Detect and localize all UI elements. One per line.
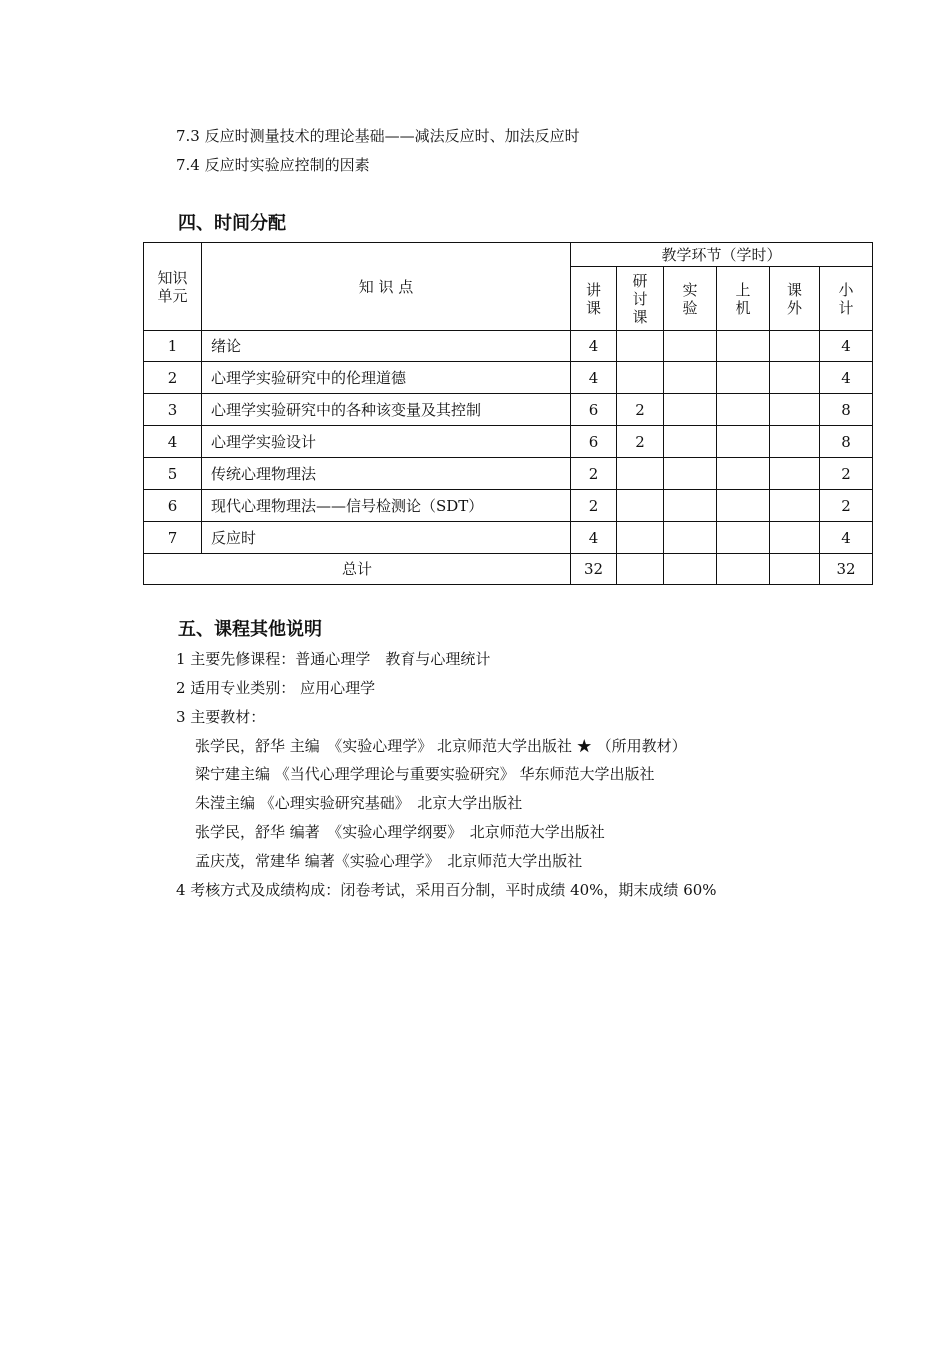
cell-lecture: 6 bbox=[571, 394, 617, 426]
cell-unit: 5 bbox=[144, 458, 202, 490]
cell-lab bbox=[664, 490, 717, 522]
cell-extra bbox=[770, 490, 820, 522]
cell-seminar bbox=[617, 522, 664, 554]
cell-unit: 1 bbox=[144, 331, 202, 362]
cell-lecture: 4 bbox=[571, 362, 617, 394]
cell-unit: 7 bbox=[144, 522, 202, 554]
cell-lecture: 2 bbox=[571, 490, 617, 522]
cell-computer bbox=[717, 362, 770, 394]
cell-unit: 2 bbox=[144, 362, 202, 394]
time-allocation-table bbox=[143, 242, 873, 585]
cell-point: 心理学实验设计 bbox=[202, 426, 571, 458]
applicable-majors: 2 适用专业类别： 应用心理学 bbox=[176, 679, 376, 697]
cell-lab bbox=[664, 458, 717, 490]
cell-subtotal: 4 bbox=[820, 362, 873, 394]
cell-extra bbox=[770, 458, 820, 490]
cell-subtotal: 8 bbox=[820, 426, 873, 458]
header-knowledge-unit: 知识 单元 bbox=[144, 243, 202, 331]
cell-lecture: 4 bbox=[571, 522, 617, 554]
cell-seminar bbox=[617, 458, 664, 490]
cell-extra bbox=[770, 362, 820, 394]
textbooks-label: 3 主要教材： bbox=[176, 708, 266, 726]
table-row bbox=[144, 522, 873, 554]
header-seminar: 研 讨 课 bbox=[617, 267, 664, 331]
header-knowledge-point: 知 识 点 bbox=[202, 243, 571, 331]
cell-extra bbox=[770, 331, 820, 362]
table-row bbox=[144, 458, 873, 490]
cell-point: 现代心理物理法——信号检测论（SDT） bbox=[202, 490, 571, 522]
cell-seminar bbox=[617, 331, 664, 362]
cell-total-subtotal: 32 bbox=[820, 554, 873, 585]
header-subtotal: 小 计 bbox=[820, 267, 873, 331]
cell-lecture: 4 bbox=[571, 331, 617, 362]
textbook-item: 孟庆茂，常建华 编著《实验心理学》 北京师范大学出版社 bbox=[195, 852, 583, 870]
textbook-item: 梁宁建主编 《当代心理学理论与重要实验研究》 华东师范大学出版社 bbox=[195, 765, 655, 783]
cell-point: 反应时 bbox=[202, 522, 571, 554]
cell-computer bbox=[717, 426, 770, 458]
cell-extra bbox=[770, 522, 820, 554]
cell-lab bbox=[664, 426, 717, 458]
cell-seminar: 2 bbox=[617, 426, 664, 458]
header-teaching-stages: 教学环节（学时） bbox=[571, 243, 873, 267]
cell-point: 绪论 bbox=[202, 331, 571, 362]
cell-lab bbox=[664, 331, 717, 362]
intro-line-7-4: 7.4 反应时实验应控制的因素 bbox=[176, 156, 370, 174]
textbook-item: 朱滢主编 《心理实验研究基础》 北京大学出版社 bbox=[195, 794, 523, 812]
cell-total-lab bbox=[664, 554, 717, 585]
cell-total-extra bbox=[770, 554, 820, 585]
cell-subtotal: 2 bbox=[820, 458, 873, 490]
header-lab: 实 验 bbox=[664, 267, 717, 331]
cell-seminar bbox=[617, 362, 664, 394]
header-extracurricular: 课 外 bbox=[770, 267, 820, 331]
table-row bbox=[144, 426, 873, 458]
intro-line-7-3: 7.3 反应时测量技术的理论基础——减法反应时、加法反应时 bbox=[176, 127, 580, 145]
cell-seminar: 2 bbox=[617, 394, 664, 426]
cell-subtotal: 4 bbox=[820, 522, 873, 554]
cell-lab bbox=[664, 394, 717, 426]
cell-seminar bbox=[617, 490, 664, 522]
cell-total-seminar bbox=[617, 554, 664, 585]
cell-computer bbox=[717, 490, 770, 522]
table-row bbox=[144, 490, 873, 522]
cell-point: 心理学实验研究中的伦理道德 bbox=[202, 362, 571, 394]
cell-computer bbox=[717, 522, 770, 554]
table-row bbox=[144, 331, 873, 362]
cell-extra bbox=[770, 426, 820, 458]
header-computer: 上 机 bbox=[717, 267, 770, 331]
cell-total-computer bbox=[717, 554, 770, 585]
cell-computer bbox=[717, 458, 770, 490]
header-lecture: 讲 课 bbox=[571, 267, 617, 331]
cell-lab bbox=[664, 362, 717, 394]
prerequisite-courses: 1 主要先修课程：普通心理学 教育与心理统计 bbox=[176, 650, 491, 668]
cell-unit: 6 bbox=[144, 490, 202, 522]
section4-title: 四、时间分配 bbox=[178, 213, 286, 234]
cell-lab bbox=[664, 522, 717, 554]
cell-lecture: 6 bbox=[571, 426, 617, 458]
table-total-row bbox=[144, 554, 873, 585]
cell-point: 心理学实验研究中的各种该变量及其控制 bbox=[202, 394, 571, 426]
cell-total-label: 总计 bbox=[144, 554, 571, 585]
cell-unit: 4 bbox=[144, 426, 202, 458]
cell-computer bbox=[717, 331, 770, 362]
section5-title: 五、课程其他说明 bbox=[178, 619, 322, 640]
textbook-item: 张学民，舒华 编著 《实验心理学纲要》 北京师范大学出版社 bbox=[195, 823, 605, 841]
table-row bbox=[144, 362, 873, 394]
assessment-method: 4 考核方式及成绩构成：闭卷考试，采用百分制，平时成绩 40%，期末成绩 60% bbox=[176, 881, 717, 899]
cell-subtotal: 8 bbox=[820, 394, 873, 426]
cell-subtotal: 4 bbox=[820, 331, 873, 362]
cell-computer bbox=[717, 394, 770, 426]
textbook-item: 张学民，舒华 主编 《实验心理学》 北京师范大学出版社 ★ （所用教材） bbox=[195, 737, 687, 755]
cell-point: 传统心理物理法 bbox=[202, 458, 571, 490]
cell-extra bbox=[770, 394, 820, 426]
table-row bbox=[144, 394, 873, 426]
cell-lecture: 2 bbox=[571, 458, 617, 490]
cell-total-lecture: 32 bbox=[571, 554, 617, 585]
cell-unit: 3 bbox=[144, 394, 202, 426]
cell-subtotal: 2 bbox=[820, 490, 873, 522]
